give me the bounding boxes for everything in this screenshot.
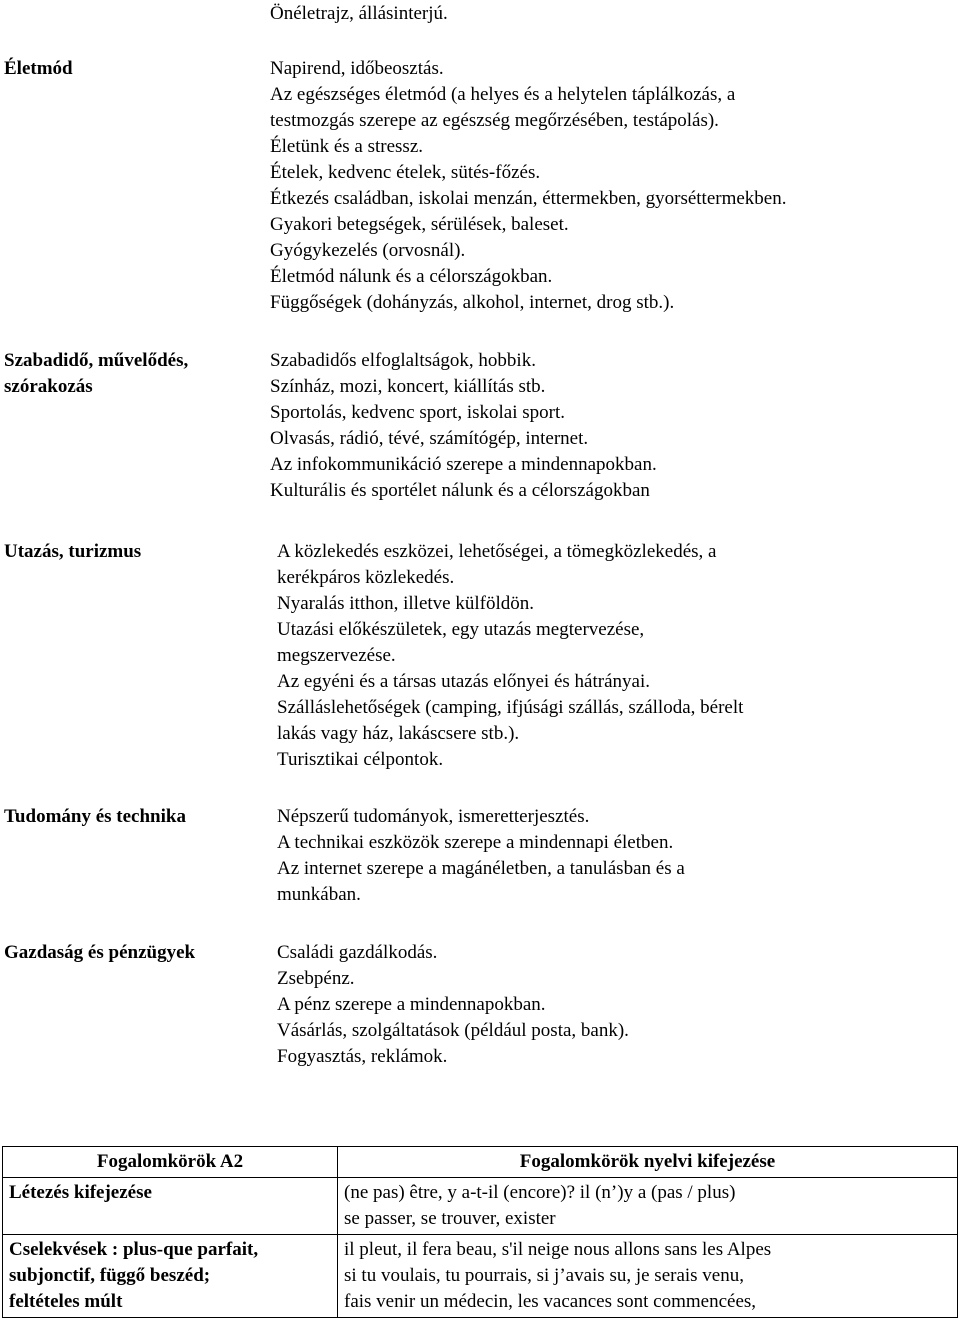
- cell-line: il pleut, il fera beau, s'il neige nous allons sans les Alpes: [344, 1239, 772, 1260]
- section-heading-tudomany: Tudomány és technika: [4, 806, 186, 827]
- table-row: [3, 1235, 958, 1318]
- list-item: Étkezés családban, iskolai menzán, éttermekben, gyorséttermekben.: [270, 188, 787, 209]
- list-item: Családi gazdálkodás.: [277, 942, 438, 963]
- list-item: Színház, mozi, koncert, kiállítás stb.: [270, 376, 546, 397]
- list-item: Az egyéni és a társas utazás előnyei és hátrányai.: [277, 671, 650, 692]
- list-item: Az egészséges életmód (a helyes és a helytelen táplálkozás, a: [270, 84, 736, 105]
- section-heading-gazdasag: Gazdaság és pénzügyek: [4, 942, 196, 963]
- list-item: Függőségek (dohányzás, alkohol, internet, drog stb.).: [270, 292, 675, 313]
- section-list-szabadido: [270, 348, 657, 504]
- cell-line: feltételes múlt: [9, 1291, 123, 1312]
- cell-line: Létezés kifejezése: [9, 1182, 152, 1203]
- list-item: Kulturális és sportélet nálunk és a célországokban: [270, 480, 650, 501]
- list-item: kerékpáros közlekedés.: [277, 567, 455, 588]
- list-item: A pénz szerepe a mindennapokban.: [277, 994, 546, 1015]
- cell-line: subjonctif, függő beszéd;: [9, 1265, 211, 1286]
- section-list-tudomany: [277, 804, 685, 908]
- list-item: A technikai eszközök szerepe a mindennapi életben.: [277, 832, 674, 853]
- list-item: Az internet szerepe a magánéletben, a tanulásban és a: [277, 858, 685, 879]
- table-header-cell: Fogalomkörök A2: [3, 1147, 338, 1178]
- cell-line: (ne pas) être, y a-t-il (encore)? il (n’)y a (pas / plus): [344, 1182, 736, 1203]
- list-item: Utazási előkészületek, egy utazás megtervezése,: [277, 619, 645, 640]
- section-heading-eletmod: Életmód: [4, 58, 73, 79]
- list-item: megszervezése.: [277, 645, 396, 666]
- section-list-eletmod: [270, 56, 787, 316]
- table-header-row: [3, 1147, 958, 1178]
- cell-line: si tu voulais, tu pourrais, si j’avais su, je serais venu,: [344, 1265, 744, 1286]
- list-item: Olvasás, rádió, tévé, számítógép, internet.: [270, 428, 589, 449]
- section-list-gazdasag: [277, 940, 629, 1070]
- list-item: Ételek, kedvenc ételek, sütés-főzés.: [270, 162, 541, 183]
- list-item: Napirend, időbeosztás.: [270, 58, 444, 79]
- table-cell-concept: [3, 1178, 338, 1235]
- section-list-utazas: [277, 539, 743, 773]
- list-item: Életmód nálunk és a célországokban.: [270, 266, 553, 287]
- list-item: Életünk és a stressz.: [270, 136, 424, 157]
- table-cell-concept: [3, 1235, 338, 1318]
- list-item: Gyakori betegségek, sérülések, baleset.: [270, 214, 569, 235]
- list-item: Gyógykezelés (orvosnál).: [270, 240, 466, 261]
- table-cell-expression: [338, 1178, 958, 1235]
- list-item: Zsebpénz.: [277, 968, 355, 989]
- list-item: Népszerű tudományok, ismeretterjesztés.: [277, 806, 590, 827]
- top-line: Önéletrajz, állásinterjú.: [270, 3, 448, 24]
- list-item: Szálláslehetőségek (camping, ifjúsági szállás, szálloda, bérelt: [277, 697, 744, 718]
- cell-line: se passer, se trouver, exister: [344, 1208, 556, 1229]
- table-row: [3, 1178, 958, 1235]
- list-item: A közlekedés eszközei, lehetőségei, a tömegközlekedés, a: [277, 541, 717, 562]
- fogalomkorok-table: [2, 1146, 958, 1318]
- list-item: Az infokommunikáció szerepe a mindennapokban.: [270, 454, 657, 475]
- section-heading-utazas: Utazás, turizmus: [4, 541, 142, 562]
- list-item: Nyaralás itthon, illetve külföldön.: [277, 593, 534, 614]
- section-heading-szabadido: Szabadidő, művelődés, szórakozás: [4, 350, 189, 397]
- list-item: testmozgás szerepe az egészség megőrzésében, testápolás).: [270, 110, 719, 131]
- list-item: Vásárlás, szolgáltatások (például posta, bank).: [277, 1020, 629, 1041]
- cell-line: fais venir un médecin, les vacances sont commencées,: [344, 1291, 757, 1312]
- table-header-cell: Fogalomkörök nyelvi kifejezése: [338, 1147, 958, 1178]
- list-item: Turisztikai célpontok.: [277, 749, 444, 770]
- list-item: Fogyasztás, reklámok.: [277, 1046, 448, 1067]
- list-item: Sportolás, kedvenc sport, iskolai sport.: [270, 402, 565, 423]
- cell-line: Cselekvések : plus-que parfait,: [9, 1239, 259, 1260]
- list-item: munkában.: [277, 884, 361, 905]
- list-item: Szabadidős elfoglaltságok, hobbik.: [270, 350, 536, 371]
- table-cell-expression: [338, 1235, 958, 1318]
- list-item: lakás vagy ház, lakáscsere stb.).: [277, 723, 520, 744]
